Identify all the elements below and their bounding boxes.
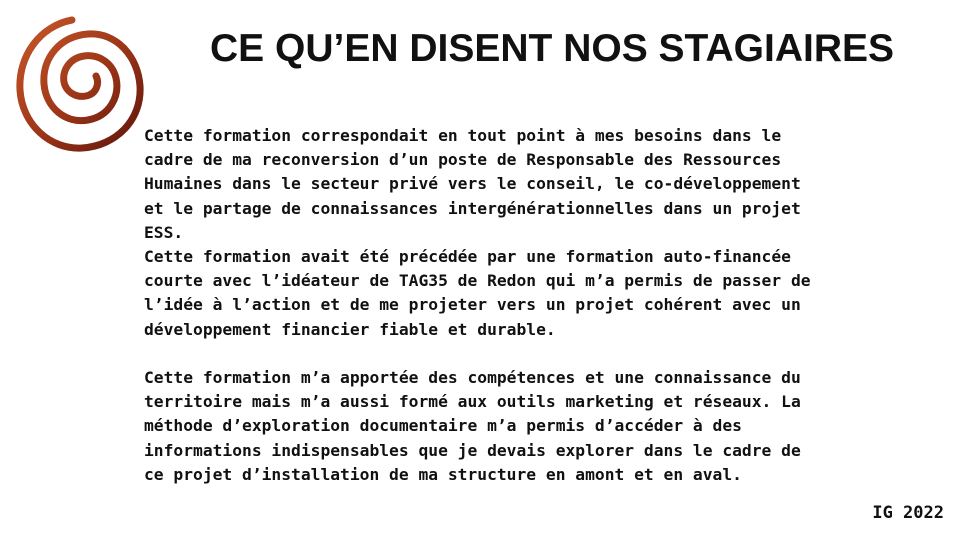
- text-line: et le partage de connaissances intergénérationnelles dans un projet: [144, 198, 801, 218]
- text-line: ce projet d’installation de ma structure en amont et en aval.: [144, 464, 742, 484]
- testimonial-paragraph-2: [144, 366, 944, 487]
- text-line: Cette formation m’a apportée des compétences et une connaissance du: [144, 368, 801, 388]
- text-line: Cette formation avait été précédée par une formation auto-financée: [144, 247, 791, 267]
- spiral-logo-icon: [12, 12, 148, 156]
- text-line: courte avec l’idéateur de TAG35 de Redon qui m’a permis de passer de: [144, 271, 811, 291]
- text-line: l’idée à l’action et de me projeter vers un projet cohérent avec un: [144, 295, 801, 315]
- text-line: Cette formation correspondait en tout point à mes besoins dans le: [144, 126, 782, 145]
- text-line: cadre de ma reconversion d’un poste de Responsable des Ressources: [144, 150, 782, 170]
- testimonial-paragraph-1: [144, 124, 944, 342]
- text-line: informations indispensables que je devais explorer dans le cadre de: [144, 440, 801, 460]
- text-line: développement financier fiable et durable.: [144, 319, 556, 339]
- paragraph-spacer: [144, 342, 944, 366]
- signature: IG 2022: [872, 503, 944, 523]
- testimonial-text: [144, 124, 944, 487]
- text-line: méthode d’exploration documentaire m’a permis d’accéder à des: [144, 416, 742, 436]
- text-line: ESS.: [144, 222, 184, 242]
- page-title: CE QU’EN DISENT NOS STAGIAIRES: [209, 27, 895, 70]
- text-line: Humaines dans le secteur privé vers le conseil, le co-développement: [144, 174, 801, 194]
- text-line: territoire mais m’a aussi formé aux outils marketing et réseaux. La: [144, 392, 801, 412]
